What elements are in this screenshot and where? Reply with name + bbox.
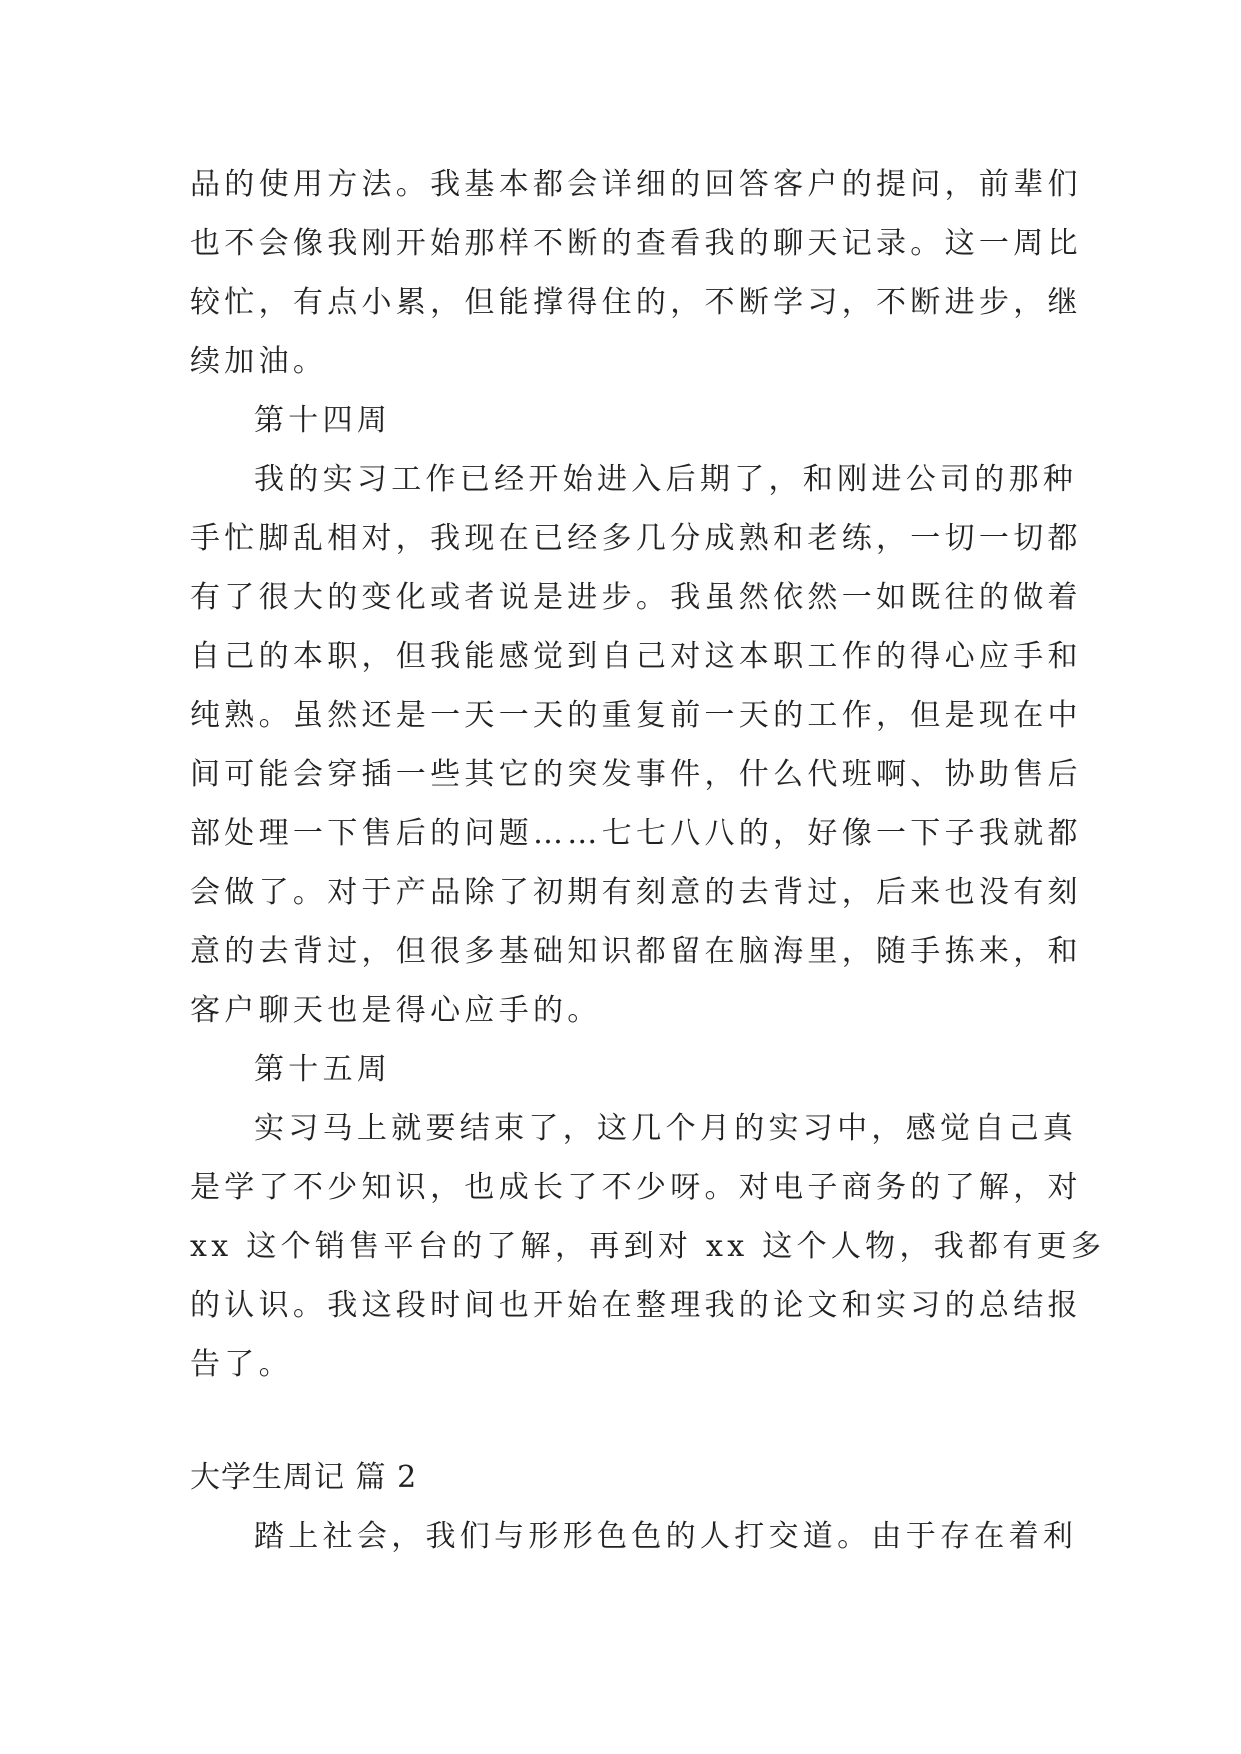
body-line: 实习马上就要结束了，这几个月的实习中，感觉自己真 <box>254 1111 1078 1146</box>
body-line: 手忙脚乱相对，我现在已经多几分成熟和老练，一切一切都 <box>190 521 1082 556</box>
body-line: 纯熟。虽然还是一天一天的重复前一天的工作，但是现在中 <box>190 698 1082 733</box>
body-line: 自己的本职，但我能感觉到自己对这本职工作的得心应手和 <box>190 639 1082 674</box>
body-line: 续加油。 <box>190 344 328 379</box>
body-line: xx 这个销售平台的了解，再到对 xx 这个人物，我都有更多 <box>190 1229 1106 1264</box>
body-line: 的认识。我这段时间也开始在整理我的论文和实习的总结报 <box>190 1288 1082 1323</box>
body-line: 有了很大的变化或者说是进步。我虽然依然一如既往的做着 <box>190 580 1082 615</box>
body-line: 我的实习工作已经开始进入后期了，和刚进公司的那种 <box>254 462 1078 497</box>
body-line: 品的使用方法。我基本都会详细的回答客户的提问，前辈们 <box>190 167 1082 202</box>
body-line: 会做了。对于产品除了初期有刻意的去背过，后来也没有刻 <box>190 875 1082 910</box>
body-line: 间可能会穿插一些其它的突发事件，什么代班啊、协助售后 <box>190 757 1082 792</box>
body-line: 部处理一下售后的问题……七七八八的，好像一下子我就都 <box>190 816 1082 851</box>
body-line: 告了。 <box>190 1347 293 1382</box>
body-line: 也不会像我刚开始那样不断的查看我的聊天记录。这一周比 <box>190 226 1082 261</box>
body-line: 客户聊天也是得心应手的。 <box>190 993 602 1028</box>
week15-heading: 第十五周 <box>254 1052 392 1087</box>
section-title: 大学生周记 篇 2 <box>190 1460 418 1495</box>
body-line: 是学了不少知识，也成长了不少呀。对电子商务的了解，对 <box>190 1170 1082 1205</box>
section-gap <box>190 1394 1050 1448</box>
body-line: 踏上社会，我们与形形色色的人打交道。由于存在着利 <box>254 1519 1078 1554</box>
body-line: 意的去背过，但很多基础知识都留在脑海里，随手拣来，和 <box>190 934 1082 969</box>
document-body <box>190 155 1106 1566</box>
week14-heading: 第十四周 <box>254 403 392 438</box>
body-line: 较忙，有点小累，但能撑得住的，不断学习，不断进步，继 <box>190 285 1082 320</box>
